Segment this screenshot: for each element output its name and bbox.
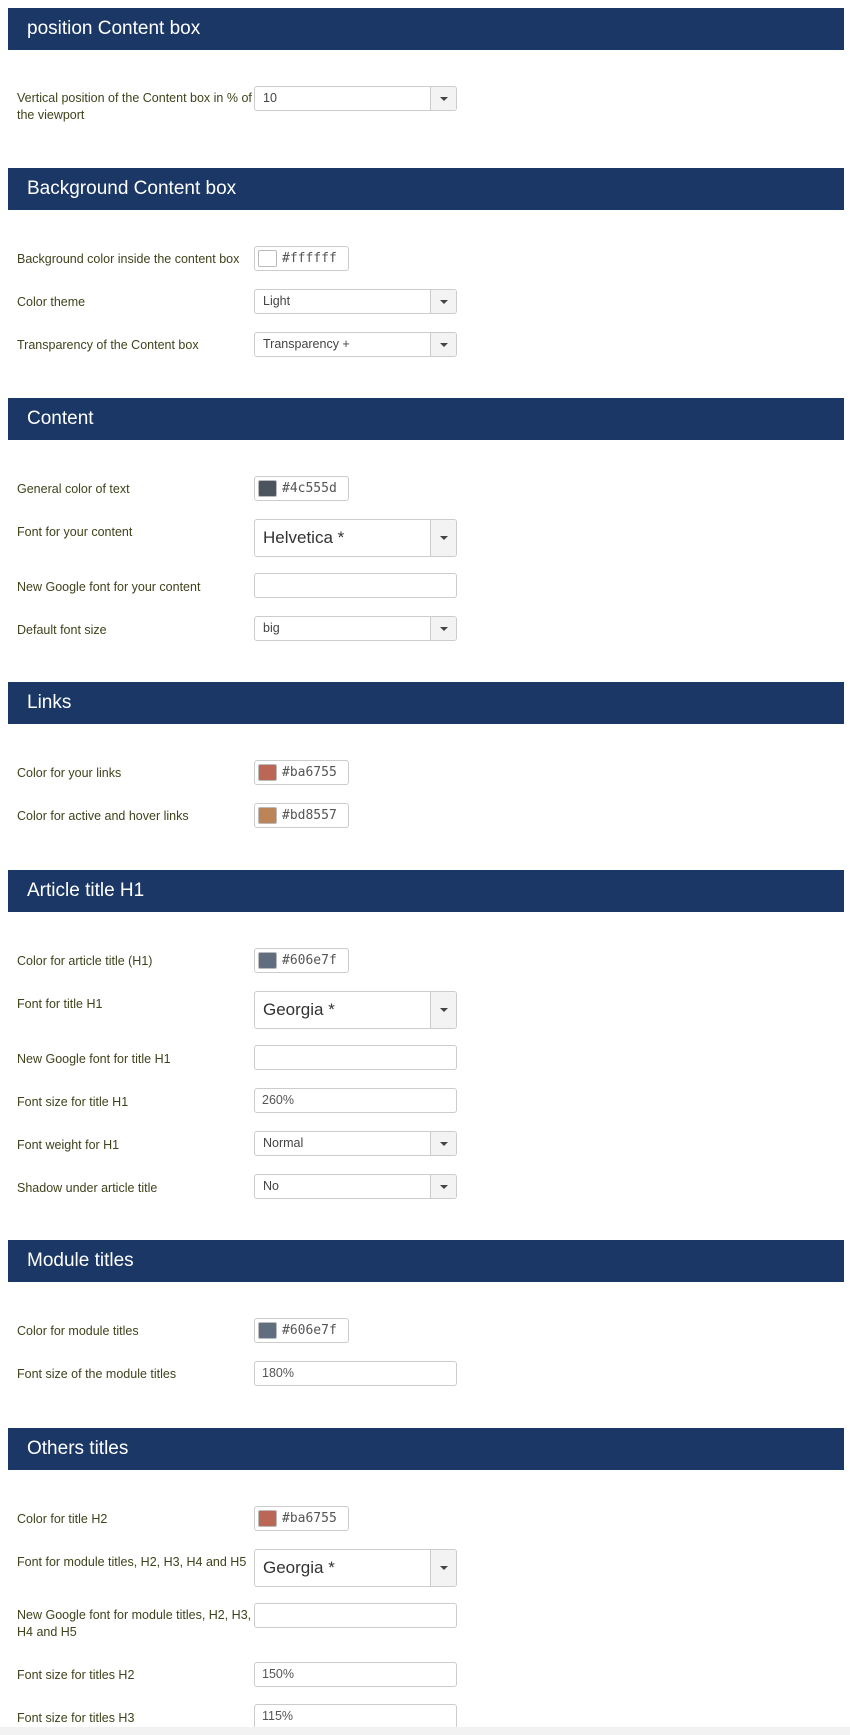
dropdown-toggle[interactable] xyxy=(430,617,456,640)
content-google-font-input[interactable] xyxy=(254,573,457,598)
h2-color-field[interactable] xyxy=(254,1506,349,1531)
dropdown-toggle[interactable] xyxy=(430,290,456,313)
h1-font-weight-select[interactable] xyxy=(254,1131,457,1156)
titles-google-font-input[interactable] xyxy=(254,1603,457,1628)
vertical-position-value: 10 xyxy=(263,91,277,105)
dropdown-toggle[interactable] xyxy=(430,333,456,356)
h1-color-label: Color for article title (H1) xyxy=(17,954,153,968)
h1-font-size-label: Font size for title H1 xyxy=(17,1095,129,1109)
h1-font-value: Georgia * xyxy=(263,1000,335,1019)
transparency-value: Transparency + xyxy=(263,337,350,351)
titles-font-label: Font for module titles, H2, H3, H4 and H5 xyxy=(17,1555,247,1569)
section-header-article-h1: Article title H1 xyxy=(8,870,844,912)
vertical-position-select[interactable] xyxy=(254,86,457,111)
h2-color-hex: #ba6755 xyxy=(282,1511,337,1526)
theme-label: Color theme xyxy=(17,295,86,309)
module-font-size-value: 180% xyxy=(262,1366,294,1380)
bottom-divider xyxy=(0,1727,850,1735)
h3-size-label: Font size for titles H3 xyxy=(17,1711,135,1725)
caret-down-icon xyxy=(440,1142,448,1146)
dropdown-toggle[interactable] xyxy=(430,520,456,556)
link-color-label: Color for your links xyxy=(17,766,122,780)
section-header-background: Background Content box xyxy=(8,168,844,210)
h1-color-field[interactable] xyxy=(254,948,349,973)
h1-google-font-input[interactable] xyxy=(254,1045,457,1070)
h3-size-input[interactable] xyxy=(254,1704,457,1729)
caret-down-icon xyxy=(440,97,448,101)
module-font-size-input[interactable] xyxy=(254,1361,457,1386)
dropdown-toggle[interactable] xyxy=(430,992,456,1028)
h2-size-label: Font size for titles H2 xyxy=(17,1668,135,1682)
hover-color-swatch[interactable] xyxy=(258,807,277,824)
h1-font-label: Font for title H1 xyxy=(17,997,103,1011)
dropdown-toggle[interactable] xyxy=(430,87,456,110)
caret-down-icon xyxy=(440,343,448,347)
hover-color-hex: #bd8557 xyxy=(282,808,337,823)
h2-color-label: Color for title H2 xyxy=(17,1512,108,1526)
transparency-label: Transparency of the Content box xyxy=(17,338,199,352)
titles-font-value: Georgia * xyxy=(263,1558,335,1577)
section-header-position: position Content box xyxy=(8,8,844,50)
section-header-others-titles: Others titles xyxy=(8,1428,844,1470)
h3-size-value: 115% xyxy=(262,1709,294,1723)
section-header-module-titles: Module titles xyxy=(8,1240,844,1282)
font-size-value: big xyxy=(263,621,280,635)
caret-down-icon xyxy=(440,1008,448,1012)
text-color-label: General color of text xyxy=(17,482,130,496)
content-font-select[interactable] xyxy=(254,519,457,557)
hover-color-field[interactable] xyxy=(254,803,349,828)
caret-down-icon xyxy=(440,1185,448,1189)
h1-shadow-select[interactable] xyxy=(254,1174,457,1199)
h2-size-input[interactable] xyxy=(254,1662,457,1687)
h2-color-swatch[interactable] xyxy=(258,1510,277,1527)
h1-font-weight-label: Font weight for H1 xyxy=(17,1138,120,1152)
h1-font-size-value: 260% xyxy=(262,1093,294,1107)
module-color-hex: #606e7f xyxy=(282,1323,337,1338)
titles-google-font-label: New Google font for module titles, H2, H3, H4 and H5 xyxy=(17,1608,252,1639)
font-size-label: Default font size xyxy=(17,623,107,637)
bg-color-field[interactable] xyxy=(254,246,349,271)
caret-down-icon xyxy=(440,300,448,304)
bg-color-hex: #ffffff xyxy=(282,251,337,266)
section-header-content: Content xyxy=(8,398,844,440)
h1-color-swatch[interactable] xyxy=(258,952,277,969)
module-color-swatch[interactable] xyxy=(258,1322,277,1339)
dropdown-toggle[interactable] xyxy=(430,1175,456,1198)
module-font-size-label: Font size of the module titles xyxy=(17,1367,177,1381)
text-color-field[interactable] xyxy=(254,476,349,501)
h1-font-size-input[interactable] xyxy=(254,1088,457,1113)
h1-google-font-label: New Google font for title H1 xyxy=(17,1052,171,1066)
text-color-swatch[interactable] xyxy=(258,480,277,497)
content-google-font-label: New Google font for your content xyxy=(17,580,201,594)
section-header-links: Links xyxy=(8,682,844,724)
link-color-swatch[interactable] xyxy=(258,764,277,781)
module-color-field[interactable] xyxy=(254,1318,349,1343)
dropdown-toggle[interactable] xyxy=(430,1132,456,1155)
hover-color-label: Color for active and hover links xyxy=(17,809,189,823)
h1-font-select[interactable] xyxy=(254,991,457,1029)
h1-font-weight-value: Normal xyxy=(263,1136,304,1150)
theme-select[interactable] xyxy=(254,289,457,314)
transparency-select[interactable] xyxy=(254,332,457,357)
bg-color-label: Background color inside the content box xyxy=(17,252,240,266)
font-size-select[interactable] xyxy=(254,616,457,641)
module-color-label: Color for module titles xyxy=(17,1324,139,1338)
content-font-label: Font for your content xyxy=(17,525,133,539)
h1-shadow-label: Shadow under article title xyxy=(17,1181,158,1195)
link-color-field[interactable] xyxy=(254,760,349,785)
h1-shadow-value: No xyxy=(263,1179,279,1193)
link-color-hex: #ba6755 xyxy=(282,765,337,780)
h1-color-hex: #606e7f xyxy=(282,953,337,968)
titles-font-select[interactable] xyxy=(254,1549,457,1587)
caret-down-icon xyxy=(440,536,448,540)
bg-color-swatch[interactable] xyxy=(258,250,277,267)
h2-size-value: 150% xyxy=(262,1667,294,1681)
content-font-value: Helvetica * xyxy=(263,528,345,547)
theme-value: Light xyxy=(263,294,291,308)
vertical-position-label: Vertical position of the Content box in % of the viewport xyxy=(17,91,252,122)
dropdown-toggle[interactable] xyxy=(430,1550,456,1586)
caret-down-icon xyxy=(440,1566,448,1570)
caret-down-icon xyxy=(440,627,448,631)
text-color-hex: #4c555d xyxy=(282,481,337,496)
